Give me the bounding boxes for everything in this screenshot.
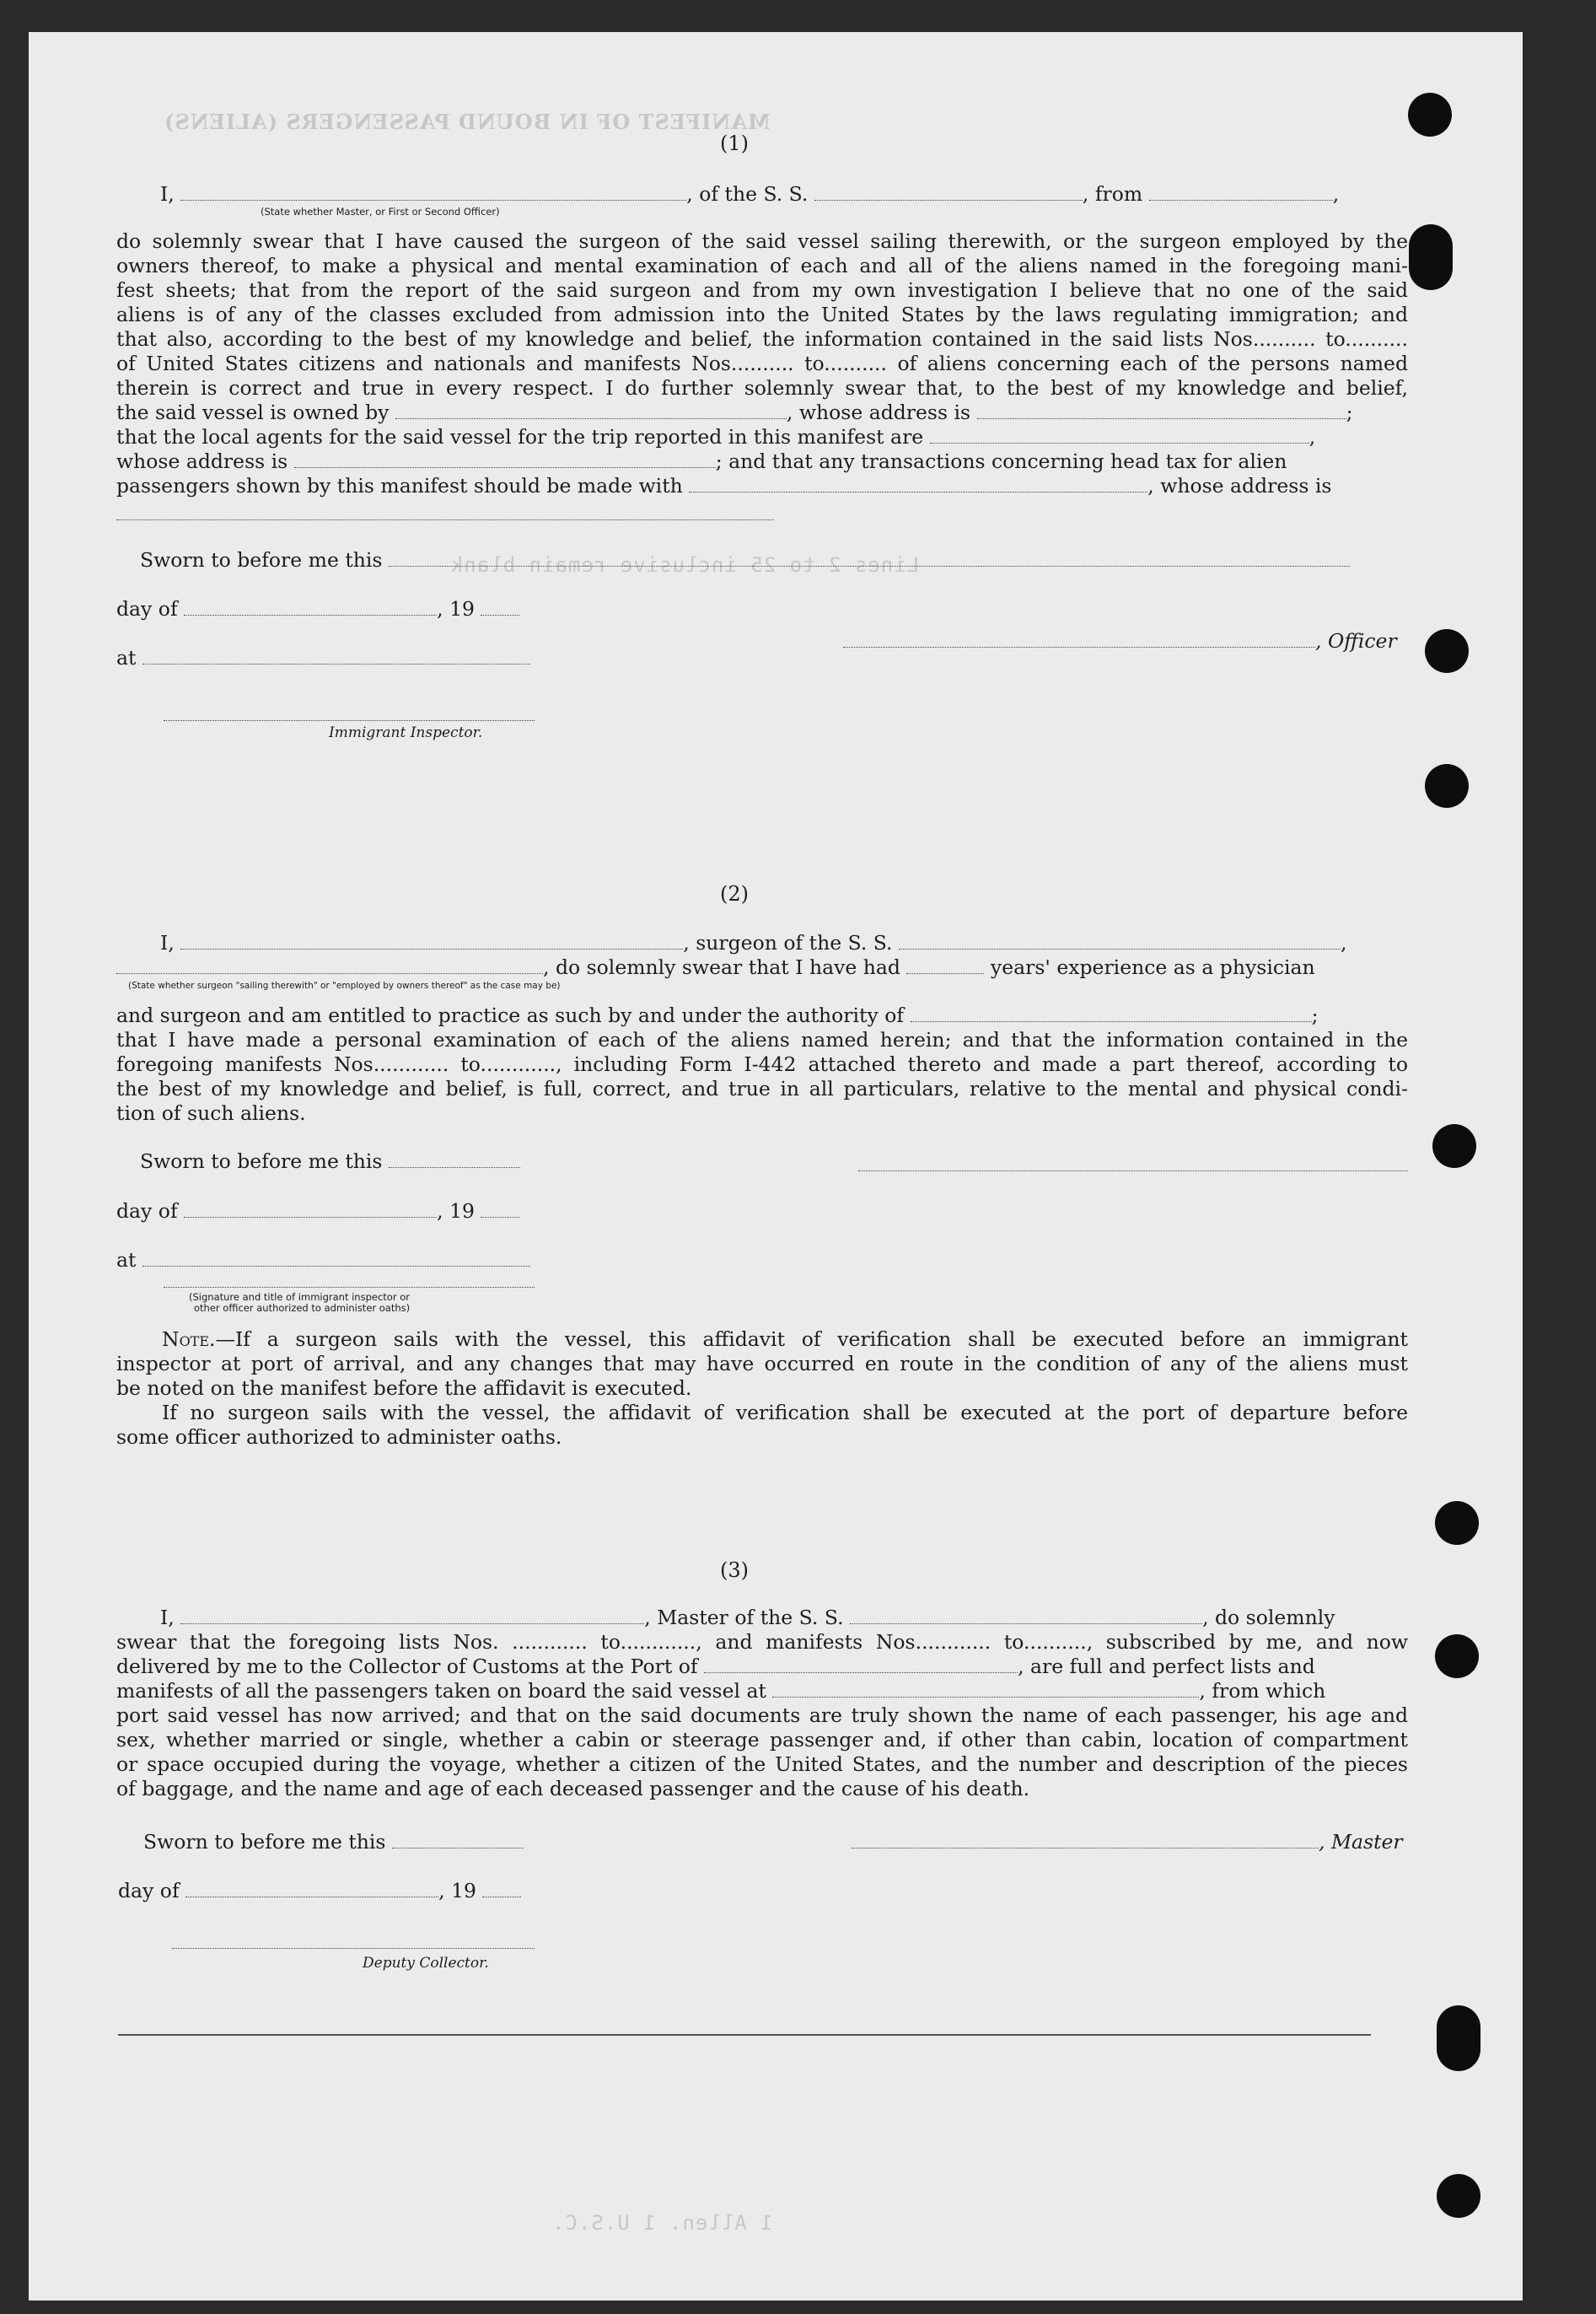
port-of-boarding-field[interactable] <box>772 1682 1199 1698</box>
s1-officer: , Officer <box>843 629 1397 654</box>
s3-ship-name-field[interactable] <box>850 1608 1202 1624</box>
s1-para-line: aliens is of any of the classes excluded from admission into the United States by the laws regulating immigration; and <box>116 303 1408 326</box>
years-experience-field[interactable] <box>906 958 984 974</box>
ship-name-field[interactable] <box>814 185 1083 201</box>
s2-note2-last: some officer authorized to administer oaths. <box>116 1425 562 1449</box>
punch-hole-9 <box>1437 2174 1480 2218</box>
s2-sig-caption-2: other officer authorized to administer oaths) <box>194 1302 411 1314</box>
s1-year-field[interactable] <box>481 600 519 616</box>
s3-master-name-field[interactable] <box>180 1608 644 1624</box>
s2-note2: If no surgeon sails with the vessel, the affidavit of verification shall be executed at the port of departure before <box>162 1401 1408 1424</box>
s3-para-last: of baggage, and the name and age of each deceased passenger and the cause of his death. <box>116 1777 1030 1800</box>
s3-para-line: sex, whether married or single, whether a cabin or steerage passenger and, if other than cabin, location of compartment <box>116 1728 1408 1752</box>
s2-authority: and surgeon and am entitled to practice as such by and under the authority of ; <box>116 1004 1319 1027</box>
s1-line1: I, , of the S. S. , from , <box>160 182 1340 206</box>
s3-year-field[interactable] <box>482 1881 521 1897</box>
section-2-heading: (2) <box>720 882 749 906</box>
punch-hole-7 <box>1435 1634 1479 1678</box>
s1-line1-from: , from <box>1082 182 1143 206</box>
s2-sig-caption-1: (Signature and title of immigrant inspector or <box>189 1291 410 1303</box>
s2-surgeon-signature[interactable] <box>858 1170 1408 1171</box>
master-name-field[interactable] <box>180 185 686 201</box>
port-of-arrival-field[interactable] <box>704 1657 1018 1673</box>
s1-line1-i: I, <box>160 182 175 206</box>
s2-para-line: the best of my knowledge and belief, is full, correct, and true in all particulars, relative to the mental and physical condi- <box>116 1077 1408 1100</box>
document-page <box>29 32 1523 2301</box>
s3-master-sign: , Master <box>852 1830 1403 1854</box>
s1-caption: (State whether Master, or First or Second Officer) <box>261 206 500 218</box>
s1-whose-address: whose address is ; and that any transactions concerning head tax for alien <box>116 449 1287 473</box>
s2-para-line: foregoing manifests Nos............ to............, including Form I-442 attached thereto and made a part thereof, according to <box>116 1052 1408 1076</box>
s3-line4: manifests of all the passengers taken on board the said vessel at , from which <box>116 1679 1326 1703</box>
s3-master-signature[interactable] <box>852 1832 1319 1849</box>
s1-para-line: fest sheets; that from the report of the said surgeon and from my own investigation I believe that no one of the said <box>116 278 1408 302</box>
s2-para-last: tion of such aliens. <box>116 1101 306 1125</box>
s2-place-field[interactable] <box>142 1251 530 1267</box>
s3-collector-signature[interactable] <box>172 1948 535 1949</box>
s2-sworn-date-field[interactable] <box>389 1152 520 1168</box>
ghost-text-middle: Lines 2 to 25 inclusive remain blank <box>450 553 920 577</box>
s2-sworn: Sworn to before me this <box>140 1149 520 1174</box>
punch-hole-8 <box>1437 2005 1480 2071</box>
section-3-heading: (3) <box>720 1558 749 1582</box>
s2-month-field[interactable] <box>184 1202 437 1218</box>
s2-note-last: be noted on the manifest before the affidavit is executed. <box>116 1376 692 1400</box>
ghost-text-header: MANIFEST OF IN BOUND PASSENGERS (ALIENS) <box>164 110 771 134</box>
s1-line1-ss: , of the S. S. <box>686 182 809 206</box>
s1-sworn-date-field[interactable] <box>389 551 1350 567</box>
agents-address-field[interactable] <box>294 452 716 468</box>
punch-hole-1 <box>1408 93 1452 137</box>
s2-note-line: Note.—If a surgeon sails with the vessel, this affidavit of verification shall be executed before an immigrant <box>162 1327 1408 1351</box>
punch-hole-4 <box>1425 764 1469 808</box>
agents-field[interactable] <box>930 428 1309 444</box>
s1-day-of: day of , 19 <box>116 597 519 622</box>
s2-para-line: that I have made a personal examination of each of the aliens named herein; and that the information contained in the <box>116 1028 1408 1052</box>
s3-line3: delivered by me to the Collector of Customs at the Port of , are full and perfect lists and <box>116 1655 1315 1678</box>
s3-collector-label: Deputy Collector. <box>363 1955 489 1972</box>
punch-hole-6 <box>1435 1501 1479 1545</box>
s2-year-field[interactable] <box>481 1202 519 1218</box>
s2-ship-name-field[interactable] <box>899 934 1341 950</box>
s1-at: at <box>116 646 530 670</box>
owner-address-field[interactable] <box>977 403 1346 419</box>
port-from-field[interactable] <box>1149 185 1333 201</box>
punch-hole-3 <box>1425 629 1469 673</box>
s1-place-field[interactable] <box>142 648 530 665</box>
s1-officer-signature[interactable] <box>843 632 1315 648</box>
s1-para-line: therein is correct and true in every respect. I do further solemnly swear that, to the best of my knowledge and belief, <box>116 376 1408 400</box>
s3-day-of: day of , 19 <box>118 1879 521 1903</box>
s3-month-field[interactable] <box>185 1881 438 1897</box>
s2-line2: , do solemnly swear that I have had years' experience as a physician <box>116 955 1315 980</box>
s3-line1: I, , Master of the S. S. , do solemnly <box>160 1606 1335 1629</box>
s1-para-line: that also, according to the best of my knowledge and belief, the information contained in the said lists Nos.......... to.......... <box>116 327 1408 351</box>
s3-para-line: or space occupied during the voyage, whether a citizen of the United States, and the number and description of the pieces <box>116 1752 1408 1776</box>
s2-note-line: inspector at port of arrival, and any changes that may have occurred en route in the condition of any of the aliens must <box>116 1352 1408 1375</box>
ghost-text-footer: 1 Allen. 1 U.S.C. <box>551 2211 773 2235</box>
s2-line1: I, , surgeon of the S. S. , <box>160 931 1347 955</box>
s1-agents: that the local agents for the said vessel for the trip reported in this manifest are , <box>116 425 1316 449</box>
s2-inspector-signature[interactable] <box>164 1287 535 1288</box>
surgeon-type-field[interactable] <box>116 958 543 974</box>
s1-sworn: Sworn to before me this <box>140 548 1350 573</box>
s1-month-field[interactable] <box>184 600 437 616</box>
surgeon-name-field[interactable] <box>180 934 683 950</box>
license-authority-field[interactable] <box>911 1006 1312 1022</box>
s1-para-line: of United States citizens and nationals and manifests Nos.......... to.......... of aliens concerning each of the persons named <box>116 352 1408 375</box>
bottom-rule <box>118 2034 1371 2036</box>
punch-hole-5 <box>1432 1124 1476 1168</box>
head-tax-agent-field[interactable] <box>689 476 1147 492</box>
s3-sworn: Sworn to before me this <box>143 1830 524 1854</box>
s3-para-line: port said vessel has now arrived; and that on the said documents are truly shown the name of each passenger, his age and <box>116 1703 1408 1727</box>
s2-at: at <box>116 1248 530 1273</box>
s3-sworn-date-field[interactable] <box>392 1832 524 1849</box>
s2-caption: (State whether surgeon "sailing therewith" or "employed by owners thereof" as the case may be) <box>128 981 561 991</box>
s1-passengers: passengers shown by this manifest should be made with , whose address is <box>116 474 1332 498</box>
s1-para-line: do solemnly swear that I have caused the surgeon of the said vessel sailing therewith, or the surgeon employed by the <box>116 229 1408 253</box>
s3-line2: swear that the foregoing lists Nos. ............ to............, and manifests Nos............ to.........., subscribed by me, and now <box>116 1630 1408 1654</box>
section-1-heading: (1) <box>720 132 749 155</box>
s1-owned-by: the said vessel is owned by , whose address is ; <box>116 401 1353 424</box>
head-tax-address-field[interactable] <box>116 519 774 520</box>
owner-field[interactable] <box>395 403 787 419</box>
s2-day-of: day of , 19 <box>116 1199 519 1224</box>
s1-inspector-label: Immigrant Inspector. <box>329 724 483 741</box>
s1-para-line: owners thereof, to make a physical and mental examination of each and all of the aliens named in the foregoing mani- <box>116 254 1408 277</box>
punch-hole-2 <box>1409 224 1453 290</box>
